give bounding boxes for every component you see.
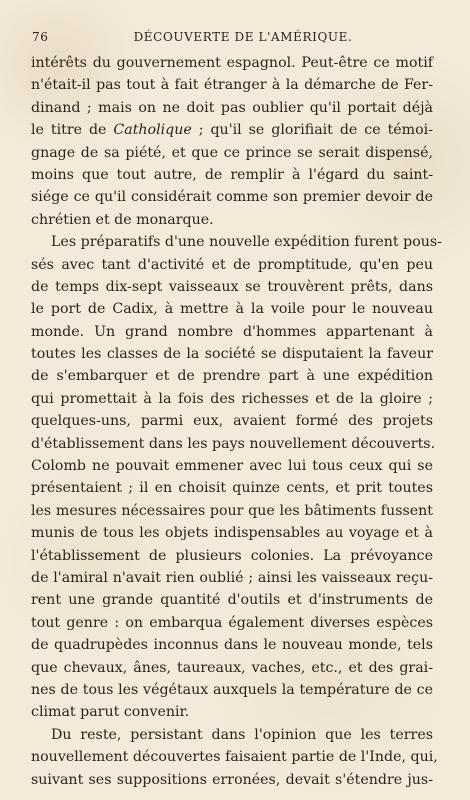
text-line: quelques-uns, parmi eux, avaient formé des projets — [31, 413, 433, 430]
text-line: dinand ; mais on ne doit pas oublier qu'il portait déjà — [31, 99, 433, 116]
text-line: sés avec tant d'activité et de promptitude, qu'en peu — [31, 256, 433, 273]
text-line: Les préparatifs d'une nouvelle expédition furent pous- — [51, 234, 442, 251]
running-head — [32, 30, 430, 48]
text-line: chrétien et de monarque. — [31, 211, 214, 228]
text-line: siége ce qu'il considérait comme son premier devoir de — [31, 189, 433, 206]
paragraph — [31, 724, 438, 791]
text-line: munis de tous les objets indispensables au voyage et à — [31, 525, 433, 542]
text-line: monde. Un grand nombre d'hommes appartenant à — [31, 323, 433, 340]
text-line: moins que tout autre, de remplir à l'égard du saint- — [31, 166, 433, 183]
paragraph — [31, 231, 442, 724]
text-line: que chevaux, ânes, taureaux, vaches, etc., et des grai- — [31, 659, 433, 676]
text-line: Colomb ne pouvait emmener avec lui tous ceux qui se — [31, 458, 433, 475]
text-line: intérêts du gouvernement espagnol. Peut-être ce motif — [31, 55, 433, 71]
text-line: les mesures nécessaires pour que les bâtiments fussent — [31, 502, 433, 519]
text-line: n'était-il pas tout à fait étranger à la démarche de Fer- — [31, 77, 433, 94]
text-line: de temps dix-sept vaisseaux se trouvèrent prêts, dans — [31, 278, 433, 295]
text-line: qui promettait à la fois des richesses et de la gloire ; — [31, 390, 433, 407]
text-line: présentaient ; il en choisit quinze cents, et prit toutes — [31, 480, 433, 497]
body-text — [31, 52, 442, 791]
text-line: de l'amiral n'avait rien oublié ; ainsi les vaisseaux reçu- — [31, 569, 433, 586]
text-line: tout genre : on embarqua également diverses espèces — [31, 614, 433, 631]
running-head-title: DÉCOUVERTE DE L'AMÉRIQUE. — [133, 30, 353, 44]
text-line: le titre de Catholique ; qu'il se glorifiait de ce témoi- — [31, 122, 433, 139]
text-line: de s'embarquer et de prendre part à une expédition — [31, 368, 433, 385]
text-line: l'établissement de plusieurs colonies. La prévoyance — [31, 547, 433, 564]
text-line: suivant ses suppositions erronées, devait s'étendre jus- — [31, 771, 433, 788]
paragraph — [31, 52, 433, 231]
text-line: d'établissement dans les pays nouvellement découverts. — [31, 435, 436, 452]
text-line: climat parut convenir. — [31, 704, 190, 721]
text-line: rent une grande quantité d'outils et d'instruments de — [31, 592, 433, 609]
text-line: de quadrupèdes inconnus dans le nouveau monde, tels — [31, 637, 433, 654]
page-number: 76 — [32, 30, 49, 44]
text-line: nouvellement découvertes faisaient partie de l'Inde, qui, — [31, 749, 438, 766]
text-line: gnage de sa piété, et que ce prince se serait dispensé, — [31, 144, 433, 161]
text-line: Du reste, persistant dans l'opinion que les terres — [51, 726, 433, 743]
text-line: nes de tous les végétaux auxquels la température de ce — [31, 681, 433, 698]
text-line: toutes les classes de la société se disputaient la faveur — [31, 346, 433, 363]
text-line: le port de Cadix, à mettre à la voile pour le nouveau — [31, 301, 433, 318]
